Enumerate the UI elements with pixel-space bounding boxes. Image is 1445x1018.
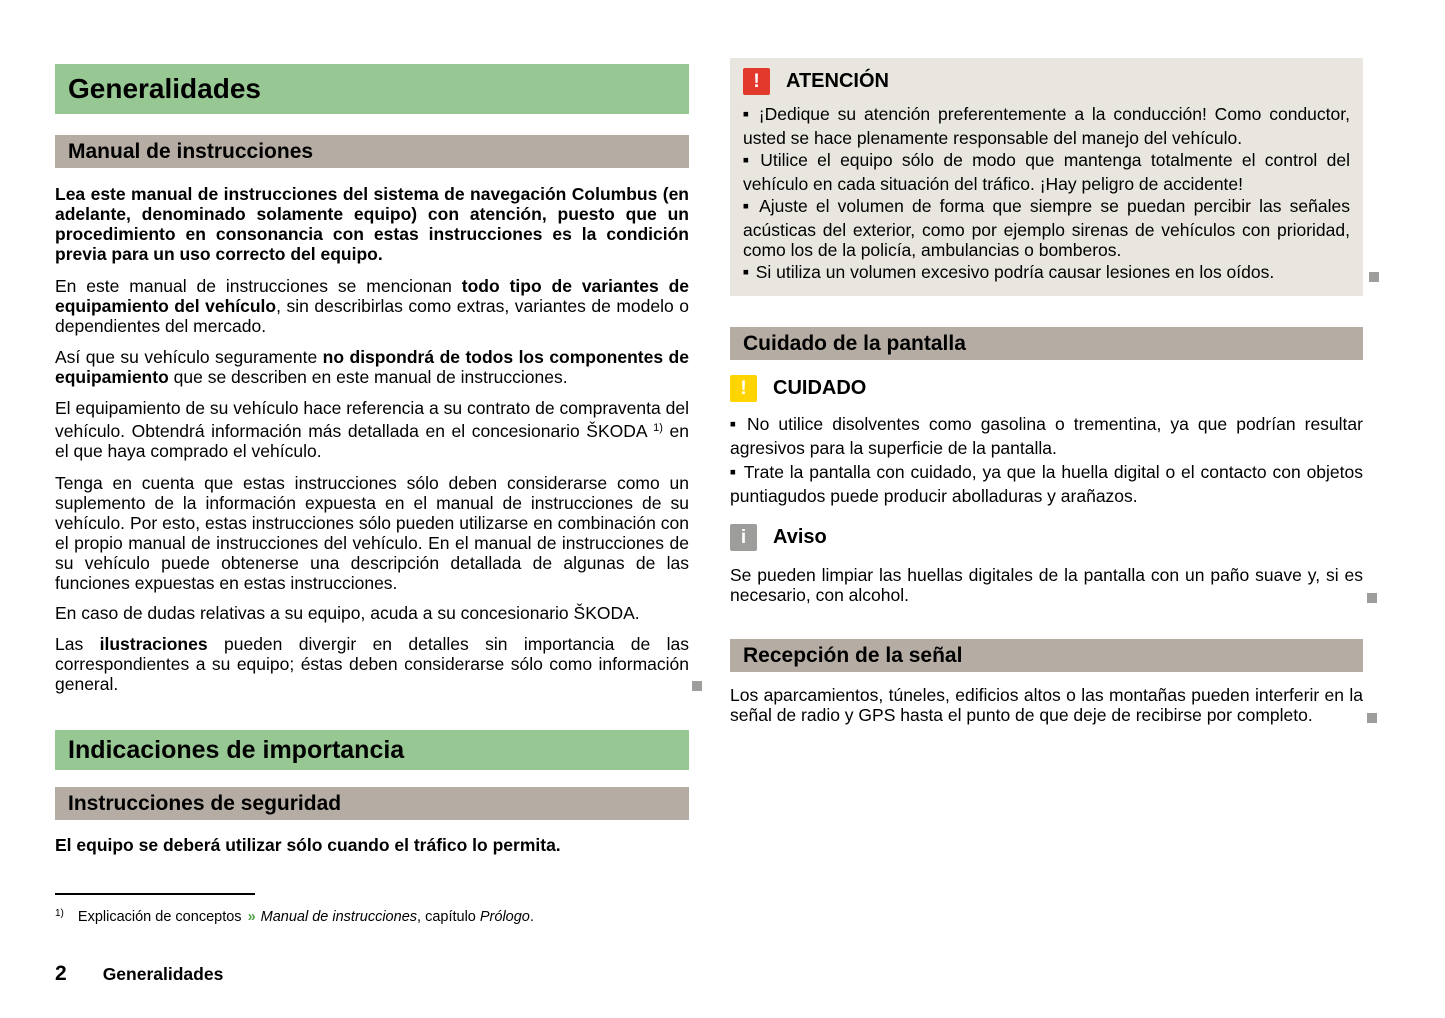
text-run: , capítulo bbox=[417, 909, 480, 925]
section-title: Recepción de la señal bbox=[743, 643, 963, 667]
text-run: El equipamiento de su vehículo hace referencia a su contrato de compraventa del vehículo. Obtendrá información más detallada en el concesionario ŠKODA bbox=[55, 398, 689, 441]
text-run: Se pueden limpiar las huellas digitales de la pantalla con un paño suave y, si es necesario, con alcohol. bbox=[730, 565, 1363, 605]
text-run: Trate la pantalla con cuidado, ya que la huella digital o el contacto con objetos puntiagudos puede producir abolladuras y arañazos. bbox=[730, 462, 1363, 506]
caution-warning-icon: ! bbox=[730, 375, 757, 402]
text-run: Utilice el equipo sólo de modo que mantenga totalmente el control del vehículo en cada situación del tráfico. ¡Hay peligro de accidente! bbox=[743, 150, 1350, 194]
caution-item bbox=[730, 414, 1363, 458]
aviso-paragraph bbox=[730, 565, 1363, 605]
bullet-icon: ■ bbox=[743, 201, 753, 212]
section-header-senal bbox=[730, 639, 1363, 672]
section-header-pantalla bbox=[730, 327, 1363, 360]
senal-paragraph bbox=[730, 685, 1363, 725]
end-of-section-marker bbox=[1367, 593, 1377, 603]
paragraph-equipment bbox=[55, 398, 689, 461]
footnote-reference: 1) bbox=[653, 422, 663, 434]
link-arrow-icon: » bbox=[247, 909, 256, 925]
text-run: Las bbox=[55, 634, 100, 654]
bullet-icon: ■ bbox=[730, 419, 740, 430]
aviso-title: Aviso bbox=[773, 526, 827, 548]
section-title: Manual de instrucciones bbox=[68, 139, 314, 163]
intro-paragraph: Lea este manual de instrucciones del sistema de navegación Columbus (en adelante, denominado solamente equipo) con atención, puesto que un procedimiento en consonancia con estas instrucciones es la condición previa para un uso correcto del equipo. bbox=[55, 184, 689, 264]
chapter-header bbox=[55, 64, 689, 114]
warning-item bbox=[743, 262, 1350, 286]
text-run: Si utiliza un volumen excesivo podría causar lesiones en los oídos. bbox=[755, 262, 1275, 282]
atencion-title: ATENCIÓN bbox=[786, 70, 889, 92]
paragraph-variants bbox=[55, 276, 689, 336]
bullet-icon: ■ bbox=[730, 467, 737, 478]
bold-run: no dispondrá de todos los componentes de equipamiento bbox=[55, 347, 689, 387]
text-run: Manual de instrucciones bbox=[260, 909, 418, 925]
warning-item bbox=[743, 150, 1350, 194]
page-number: 2 bbox=[55, 962, 67, 985]
section-header-manual bbox=[55, 135, 689, 168]
section-title: Indicaciones de importancia bbox=[68, 735, 405, 764]
end-of-section-marker bbox=[1367, 713, 1377, 723]
bold-run: ilustraciones bbox=[99, 634, 208, 654]
left-column bbox=[55, 0, 689, 855]
bullet-icon: ■ bbox=[743, 155, 754, 166]
warning-item bbox=[743, 196, 1350, 260]
footnote-number: 1) bbox=[55, 908, 64, 919]
text-run: que se describen en este manual de instrucciones. bbox=[168, 367, 568, 387]
bold-run: todo tipo de variantes de equipamiento del vehículo bbox=[55, 276, 689, 316]
cuidado-title: CUIDADO bbox=[773, 377, 867, 399]
text-run: , sin describirlas como extras, variantes de modelo o dependientes del mercado. bbox=[55, 296, 690, 336]
footnote-text bbox=[55, 908, 695, 925]
end-of-section-marker bbox=[1369, 272, 1379, 282]
warning-item bbox=[743, 104, 1350, 148]
text-run: pueden divergir en detalles sin importancia de las correspondientes a su equipo; éstas deben considerarse sólo como información general. bbox=[55, 634, 690, 694]
text-run: Los aparcamientos, túneles, edificios altos o las montañas pueden interferir en la señal de radio y GPS hasta el punto de que deje de recibirse por completo. bbox=[730, 685, 1363, 725]
chapter-title: Generalidades bbox=[68, 73, 261, 104]
cuidado-header bbox=[730, 375, 1363, 402]
caution-item bbox=[730, 462, 1363, 506]
paragraph-dealer: En caso de dudas relativas a su equipo, acuda a su concesionario ŠKODA. bbox=[55, 603, 640, 623]
bullet-icon: ■ bbox=[743, 267, 749, 278]
safety-paragraph: El equipo se deberá utilizar sólo cuando el tráfico lo permita. bbox=[55, 835, 561, 855]
right-column bbox=[730, 0, 1363, 725]
paragraph-components bbox=[55, 347, 689, 387]
section-header-importance bbox=[55, 730, 689, 770]
footer-section-label: Generalidades bbox=[102, 964, 224, 984]
info-icon: i bbox=[730, 524, 757, 551]
text-run: No utilice disolventes como gasolina o trementina, ya que podrían resultar agresivos para la superficie de la pantalla. bbox=[730, 414, 1363, 458]
page-footer bbox=[55, 962, 223, 986]
text-run: Explicación de conceptos bbox=[77, 909, 246, 925]
text-run: . bbox=[529, 909, 534, 925]
atencion-header bbox=[743, 68, 1350, 95]
aviso-header bbox=[730, 524, 1363, 551]
text-run: en el que haya comprado el vehículo. bbox=[55, 421, 690, 461]
section-header-safety bbox=[55, 787, 689, 820]
paragraph-illustrations bbox=[55, 634, 689, 694]
footnote-block bbox=[55, 893, 695, 925]
atencion-box bbox=[730, 58, 1363, 296]
text-run: Ajuste el volumen de forma que siempre se puedan percibir las señales acústicas del exterior, como por ejemplo sirenas de vehículos con prioridad, como los de la policía, ambulancias o bomberos. bbox=[743, 196, 1350, 260]
text-run: ¡Dedique su atención preferentemente a la conducción! Como conductor, usted se hace plenamente responsable del manejo del vehículo. bbox=[743, 104, 1350, 148]
text-run: Así que su vehículo seguramente bbox=[55, 347, 323, 367]
section-title: Instrucciones de seguridad bbox=[68, 791, 342, 815]
footnote-divider bbox=[55, 893, 255, 895]
bullet-icon: ■ bbox=[743, 109, 752, 120]
end-of-section-marker bbox=[692, 681, 702, 691]
paragraph-supplement: Tenga en cuenta que estas instrucciones sólo deben considerarse como un suplemento de la información expuesta en el manual de instrucciones de su vehículo. Por esto, estas instrucciones sólo pueden utilizarse en combinación con el propio manual de instrucciones del vehículo. En el manual de instrucciones de su vehículo puede obtenerse una descripción detallada de algunas de las funciones expuestas en estas instrucciones. bbox=[55, 473, 689, 593]
text-run: En este manual de instrucciones se mencionan bbox=[55, 276, 462, 296]
section-title: Cuidado de la pantalla bbox=[743, 331, 966, 355]
text-run: Prólogo bbox=[479, 909, 530, 925]
attention-warning-icon: ! bbox=[743, 68, 770, 95]
